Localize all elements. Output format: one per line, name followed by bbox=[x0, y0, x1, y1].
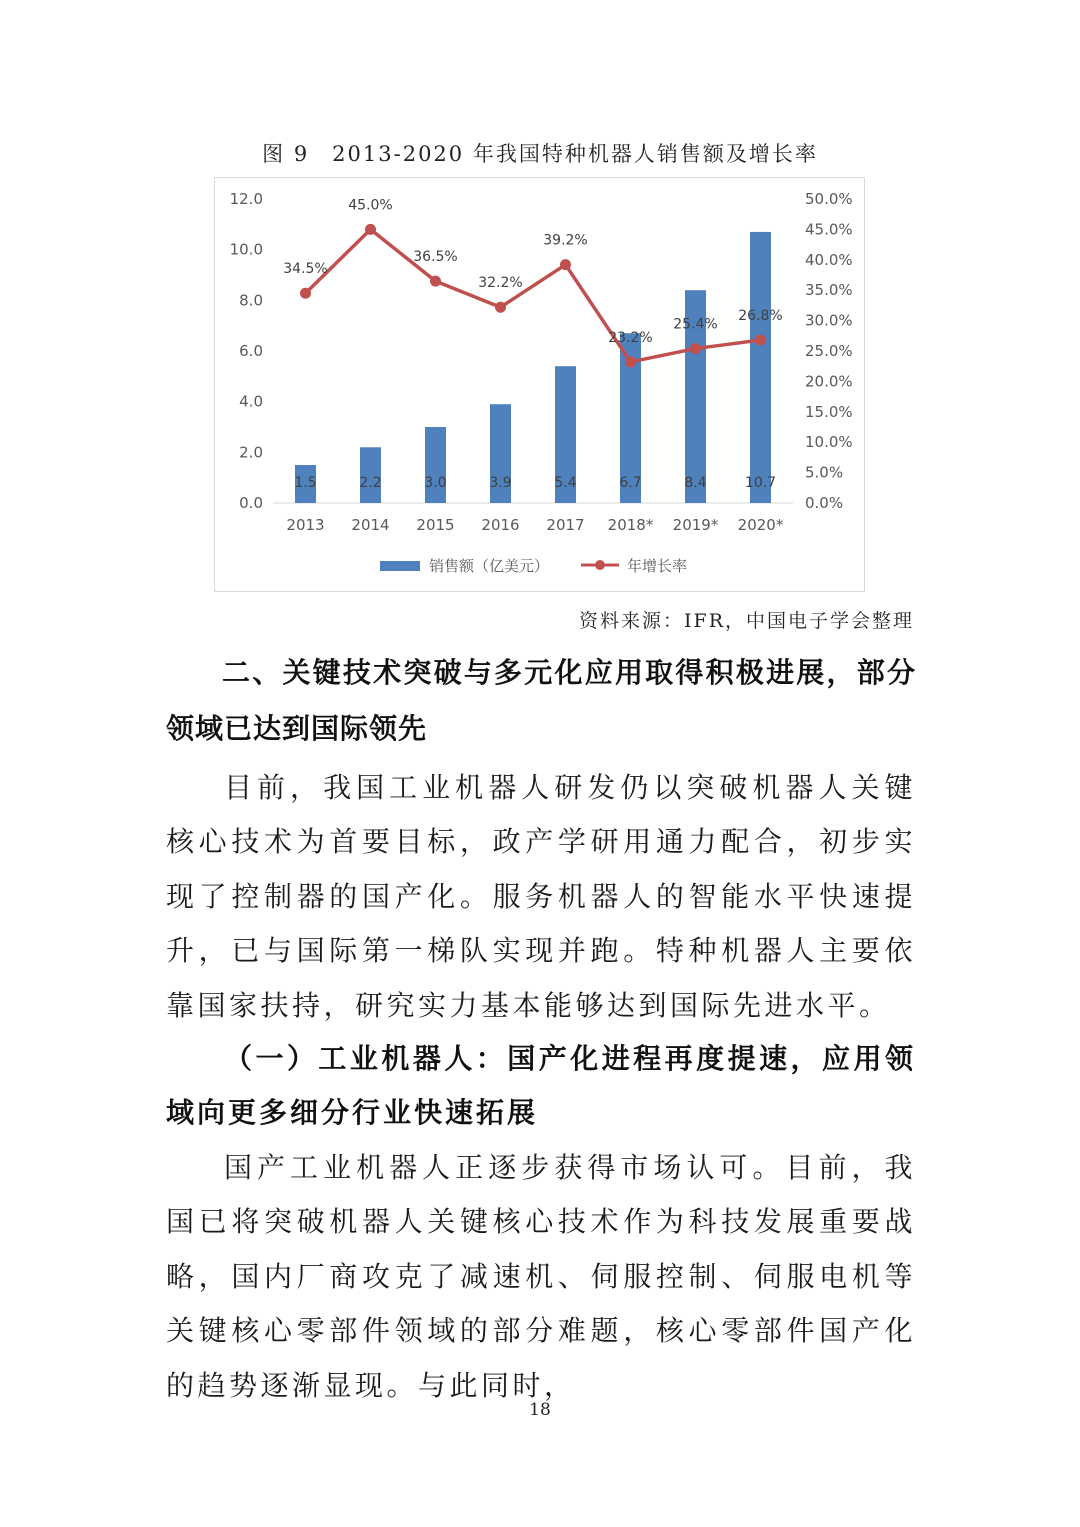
bar-value-label: 5.4 bbox=[554, 475, 577, 491]
page-number: 18 bbox=[529, 1400, 551, 1420]
bar-value-label: 1.5 bbox=[294, 475, 317, 491]
growth-rate-label: 26.8% bbox=[738, 308, 783, 325]
figure-caption: 图 9 2013-2020 年我国特种机器人销售额及增长率 bbox=[262, 142, 818, 166]
growth-rate-label: 25.4% bbox=[673, 316, 718, 333]
growth-rate-point bbox=[625, 356, 636, 367]
x-tick-label: 2018* bbox=[607, 516, 654, 534]
y-left-tick-label: 6.0 bbox=[239, 342, 263, 360]
x-tick-label: 2016 bbox=[481, 516, 520, 534]
growth-rate-point bbox=[430, 276, 441, 287]
y-right-tick-label: 10.0% bbox=[805, 433, 853, 452]
chart-frame bbox=[214, 177, 865, 592]
subsection-heading: （一）工业机器人：国产化进程再度提速，应用领域向更多细分行业快速拓展 bbox=[166, 1042, 916, 1129]
y-left-tick-label: 8.0 bbox=[239, 291, 263, 310]
growth-rate-label: 34.5% bbox=[283, 261, 328, 278]
legend-bar-swatch bbox=[380, 561, 420, 571]
y-left-tick-label: 12.0 bbox=[229, 190, 263, 208]
growth-rate-point bbox=[560, 259, 571, 270]
x-tick-label: 2020* bbox=[737, 516, 784, 534]
source-note: 资料来源：IFR，中国电子学会整理 bbox=[579, 610, 914, 632]
x-tick-label: 2015 bbox=[416, 516, 455, 534]
y-right-tick-label: 15.0% bbox=[805, 402, 853, 421]
y-right-tick-label: 40.0% bbox=[805, 250, 853, 269]
legend-line-label: 年增长率 bbox=[627, 557, 688, 575]
legend-line-marker bbox=[595, 560, 605, 570]
y-right-tick-label: 50.0% bbox=[805, 190, 853, 208]
bar bbox=[425, 427, 446, 503]
bar-value-label: 3.9 bbox=[489, 475, 512, 491]
x-tick-label: 2017 bbox=[546, 516, 585, 534]
growth-rate-label: 39.2% bbox=[543, 232, 588, 249]
y-right-tick-label: 0.0% bbox=[805, 494, 844, 512]
paragraph-1: 目前，我国工业机器人研发仍以突破机器人关键核心技术为首要目标，政产学研用通力配合，初步实现了控制器的国产化。服务机器人的智能水平快速提升，已与国际第一梯队实现并跑。特种机器人主要依靠国家扶持，研究实力基本能够达到国际先进水平。 bbox=[166, 771, 916, 1022]
y-left-tick-label: 2.0 bbox=[239, 443, 263, 462]
growth-rate-label: 36.5% bbox=[413, 249, 458, 266]
section-heading: 二、关键技术突破与多元化应用取得积极进展，部分领域已达到国际领先 bbox=[166, 656, 916, 745]
y-right-tick-label: 5.0% bbox=[805, 463, 844, 482]
y-right-tick-label: 20.0% bbox=[805, 372, 853, 391]
growth-rate-point bbox=[495, 302, 506, 313]
bar-value-label: 3.0 bbox=[424, 475, 447, 491]
y-right-tick-label: 30.0% bbox=[805, 311, 853, 330]
bar-value-label: 10.7 bbox=[744, 475, 777, 491]
growth-rate-point bbox=[690, 343, 701, 354]
x-tick-label: 2019* bbox=[672, 516, 719, 534]
y-left-tick-label: 0.0 bbox=[239, 494, 263, 512]
y-right-tick-label: 25.0% bbox=[805, 342, 853, 360]
growth-rate-label: 23.2% bbox=[608, 329, 653, 346]
x-tick-label: 2014 bbox=[351, 516, 390, 534]
bar bbox=[750, 232, 771, 503]
legend-bar-label: 销售额（亿美元） bbox=[429, 557, 550, 575]
y-left-tick-label: 10.0 bbox=[229, 240, 263, 259]
sales-growth-chart bbox=[215, 178, 866, 593]
growth-rate-point bbox=[300, 288, 311, 299]
bar-value-label: 8.4 bbox=[684, 475, 707, 491]
x-tick-label: 2013 bbox=[286, 516, 325, 534]
y-right-tick-label: 35.0% bbox=[805, 281, 853, 300]
growth-rate-point bbox=[755, 335, 766, 346]
bar-value-label: 6.7 bbox=[619, 475, 642, 491]
growth-rate-label: 45.0% bbox=[348, 197, 393, 214]
paragraph-2: 国产工业机器人正逐步获得市场认可。目前，我国已将突破机器人关键核心技术作为科技发展重要战略，国内厂商攻克了减速机、伺服控制、伺服电机等关键核心零部件领域的部分难题，核心零部件国产化的趋势逐渐显现。与此同时， bbox=[166, 1151, 916, 1402]
y-right-tick-label: 45.0% bbox=[805, 220, 853, 239]
y-left-tick-label: 4.0 bbox=[239, 392, 263, 411]
growth-rate-label: 32.2% bbox=[478, 275, 523, 292]
growth-rate-point bbox=[365, 224, 376, 235]
bar-value-label: 2.2 bbox=[359, 475, 382, 491]
